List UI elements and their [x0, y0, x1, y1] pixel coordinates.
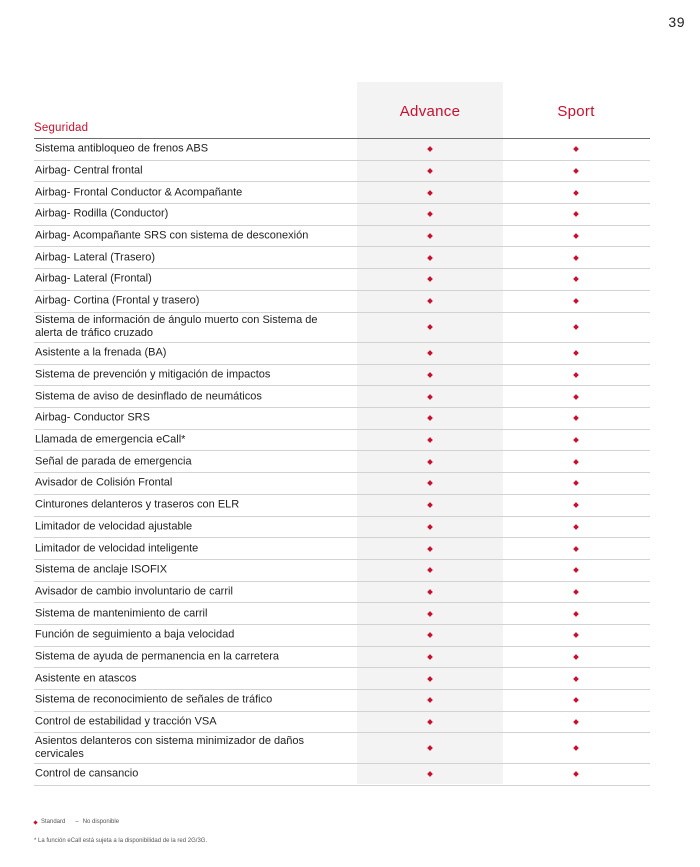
- standard-diamond-icon: [33, 820, 37, 824]
- table-row: [34, 291, 650, 313]
- sport-standard-diamond-icon: [573, 212, 579, 218]
- sport-standard-diamond-icon: [573, 611, 579, 617]
- table-row: [34, 182, 650, 204]
- sport-standard-diamond-icon: [573, 233, 579, 239]
- table-row: [34, 517, 650, 539]
- advance-standard-diamond-icon: [427, 771, 433, 777]
- feature-label: Control de cansancio: [35, 767, 139, 780]
- feature-label: Cinturones delanteros y traseros con ELR: [35, 498, 240, 511]
- sport-standard-diamond-icon: [573, 654, 579, 660]
- sport-standard-diamond-icon: [573, 147, 579, 153]
- table-row: [34, 139, 650, 161]
- feature-label: Sistema de reconocimiento de señales de tráfico: [35, 693, 273, 706]
- sport-standard-diamond-icon: [573, 698, 579, 704]
- sport-standard-diamond-icon: [573, 324, 579, 330]
- sport-standard-diamond-icon: [573, 567, 579, 573]
- sport-standard-diamond-icon: [573, 394, 579, 400]
- feature-label: Sistema de ayuda de permanencia en la carretera: [35, 650, 279, 663]
- advance-standard-diamond-icon: [427, 372, 433, 378]
- table-row: [34, 269, 650, 291]
- table-row: [34, 204, 650, 226]
- sport-standard-diamond-icon: [573, 416, 579, 422]
- table-row: [34, 733, 650, 764]
- feature-label: Avisador de cambio involuntario de carril: [35, 585, 233, 598]
- advance-standard-diamond-icon: [427, 719, 433, 725]
- advance-standard-diamond-icon: [427, 459, 433, 465]
- feature-label: Sistema de aviso de desinflado de neumáticos: [35, 390, 262, 403]
- sport-standard-diamond-icon: [573, 437, 579, 443]
- sport-standard-diamond-icon: [573, 168, 579, 174]
- table-row: [34, 560, 650, 582]
- advance-standard-diamond-icon: [427, 190, 433, 196]
- feature-label: Sistema antibloqueo de frenos ABS: [35, 142, 209, 155]
- feature-label: Función de seguimiento a baja velocidad: [35, 628, 235, 641]
- sport-standard-diamond-icon: [573, 298, 579, 304]
- feature-label: Limitador de velocidad inteligente: [35, 542, 199, 555]
- advance-standard-diamond-icon: [427, 546, 433, 552]
- table-row: [34, 603, 650, 625]
- sport-standard-diamond-icon: [573, 676, 579, 682]
- table-row: [34, 365, 650, 387]
- table-row: [34, 647, 650, 669]
- sport-standard-diamond-icon: [573, 372, 579, 378]
- sport-standard-diamond-icon: [573, 190, 579, 196]
- feature-label: Avisador de Colisión Frontal: [35, 476, 173, 489]
- trim-advance-heading: Advance: [399, 103, 461, 120]
- sport-standard-diamond-icon: [573, 277, 579, 283]
- advance-standard-diamond-icon: [427, 324, 433, 330]
- feature-label: Airbag- Rodilla (Conductor): [35, 207, 169, 220]
- trim-sport-heading: Sport: [557, 103, 595, 120]
- sport-standard-diamond-icon: [573, 481, 579, 487]
- table-row: [34, 313, 650, 344]
- table-row: [34, 343, 650, 365]
- sport-standard-diamond-icon: [573, 719, 579, 725]
- sport-standard-diamond-icon: [573, 459, 579, 465]
- feature-label: Airbag- Central frontal: [35, 164, 143, 177]
- table-row: [34, 582, 650, 604]
- table-row: [34, 430, 650, 452]
- feature-label: Sistema de anclaje ISOFIX: [35, 563, 168, 576]
- advance-standard-diamond-icon: [427, 632, 433, 638]
- feature-label: Asientos delanteros con sistema minimizador de daños cervicales: [35, 735, 305, 761]
- feature-label: Sistema de mantenimiento de carril: [35, 607, 208, 620]
- table-row: [34, 451, 650, 473]
- feature-label: Limitador de velocidad ajustable: [35, 520, 193, 533]
- feature-label: Airbag- Frontal Conductor & Acompañante: [35, 186, 243, 199]
- advance-standard-diamond-icon: [427, 212, 433, 218]
- advance-standard-diamond-icon: [427, 481, 433, 487]
- table-header: [34, 82, 650, 138]
- safety-spec-table: [34, 139, 650, 786]
- advance-standard-diamond-icon: [427, 277, 433, 283]
- page-number: 39: [668, 14, 685, 30]
- advance-standard-diamond-icon: [427, 676, 433, 682]
- advance-standard-diamond-icon: [427, 298, 433, 304]
- sport-standard-diamond-icon: [573, 745, 579, 751]
- feature-label: Asistente en atascos: [35, 672, 137, 685]
- feature-label: Airbag- Conductor SRS: [35, 411, 150, 424]
- table-row: [34, 668, 650, 690]
- advance-standard-diamond-icon: [427, 168, 433, 174]
- feature-label: Control de estabilidad y tracción VSA: [35, 715, 217, 728]
- table-row: [34, 247, 650, 269]
- advance-standard-diamond-icon: [427, 654, 433, 660]
- sport-standard-diamond-icon: [573, 502, 579, 508]
- legend-not-available: No disponible: [82, 819, 120, 825]
- sport-standard-diamond-icon: [573, 546, 579, 552]
- advance-standard-diamond-icon: [427, 524, 433, 530]
- dash-icon: –: [75, 819, 79, 825]
- table-row: [34, 538, 650, 560]
- feature-label: Asistente a la frenada (BA): [35, 346, 167, 359]
- table-row: [34, 386, 650, 408]
- sport-standard-diamond-icon: [573, 632, 579, 638]
- feature-label: Señal de parada de emergencia: [35, 455, 192, 468]
- advance-standard-diamond-icon: [427, 567, 433, 573]
- advance-standard-diamond-icon: [427, 745, 433, 751]
- advance-standard-diamond-icon: [427, 416, 433, 422]
- advance-standard-diamond-icon: [427, 502, 433, 508]
- legend-standard: Standard: [41, 819, 66, 825]
- advance-standard-diamond-icon: [427, 255, 433, 261]
- advance-standard-diamond-icon: [427, 147, 433, 153]
- table-row: [34, 226, 650, 248]
- sport-standard-diamond-icon: [573, 524, 579, 530]
- feature-label: Llamada de emergencia eCall*: [35, 433, 186, 446]
- advance-standard-diamond-icon: [427, 233, 433, 239]
- advance-standard-diamond-icon: [427, 351, 433, 357]
- feature-label: Airbag- Acompañante SRS con sistema de desconexión: [35, 229, 309, 242]
- feature-label: Airbag- Lateral (Trasero): [35, 251, 156, 264]
- table-row: [34, 712, 650, 734]
- advance-standard-diamond-icon: [427, 698, 433, 704]
- advance-standard-diamond-icon: [427, 437, 433, 443]
- legend: [34, 819, 119, 825]
- table-row: [34, 690, 650, 712]
- feature-label: Sistema de información de ángulo muerto con Sistema de alerta de tráfico cruzado: [35, 314, 318, 340]
- table-row: [34, 408, 650, 430]
- advance-standard-diamond-icon: [427, 394, 433, 400]
- sport-standard-diamond-icon: [573, 589, 579, 595]
- table-row: [34, 625, 650, 647]
- table-row: [34, 161, 650, 183]
- sport-standard-diamond-icon: [573, 351, 579, 357]
- sport-standard-diamond-icon: [573, 255, 579, 261]
- table-row: [34, 495, 650, 517]
- advance-standard-diamond-icon: [427, 611, 433, 617]
- section-title: Seguridad: [34, 122, 89, 134]
- feature-label: Sistema de prevención y mitigación de impactos: [35, 368, 271, 381]
- table-row: [34, 764, 650, 786]
- advance-standard-diamond-icon: [427, 589, 433, 595]
- feature-label: Airbag- Lateral (Frontal): [35, 272, 152, 285]
- sport-standard-diamond-icon: [573, 771, 579, 777]
- footnote: * La función eCall está sujeta a la disponibilidad de la red 2G/3G.: [34, 838, 208, 844]
- feature-label: Airbag- Cortina (Frontal y trasero): [35, 294, 200, 307]
- table-row: [34, 473, 650, 495]
